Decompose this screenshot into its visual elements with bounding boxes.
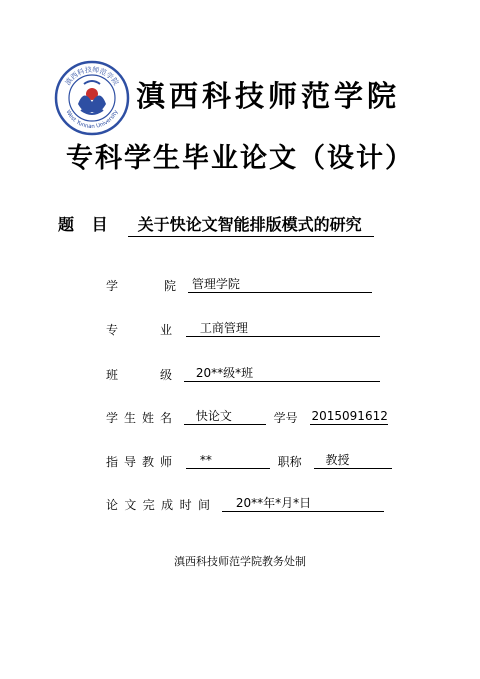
student-name-value: 快论文: [184, 409, 266, 425]
thesis-title-row: [58, 212, 374, 237]
class-row: [106, 366, 380, 384]
thesis-title-value: 关于快论文智能排版模式的研究: [128, 212, 374, 237]
completion-date-value: 20**年*月*日: [222, 496, 384, 512]
thesis-title-label: 题 目: [58, 215, 114, 234]
college-row: [106, 277, 372, 295]
major-row: [106, 321, 380, 339]
thesis-type-heading: 专科学生毕业论文（设计）: [66, 143, 414, 174]
completion-date-label: 论 文 完 成 时 间: [106, 498, 210, 512]
school-name: 滇西科技师范学院: [136, 79, 401, 113]
major-label: 专 业: [106, 323, 172, 337]
title-rank-value: 教授: [314, 453, 392, 469]
issuing-office: 滇西科技师范学院教务处制: [174, 555, 306, 568]
student-label: 学 生 姓 名: [106, 411, 172, 425]
student-id-label: 学号: [273, 411, 298, 425]
logo-text-bottom: West Yunnan University: [64, 109, 120, 131]
university-logo: [54, 60, 130, 136]
advisor-label: 指 导 教 师: [106, 455, 172, 469]
advisor-value: **: [186, 453, 270, 469]
student-row: [106, 409, 388, 427]
class-label: 班 级: [106, 368, 172, 382]
major-value: 工商管理: [186, 321, 380, 337]
logo-text-top: 滇西科技师范学院: [63, 65, 121, 87]
class-value: 20**级*班: [184, 366, 380, 382]
college-value: 管理学院: [188, 277, 372, 293]
student-id-value: 2015091612: [311, 409, 388, 423]
title-rank-label: 职称: [277, 455, 302, 469]
completion-date-row: [106, 496, 384, 514]
advisor-row: [106, 453, 392, 471]
college-label: 学 院: [106, 279, 176, 293]
